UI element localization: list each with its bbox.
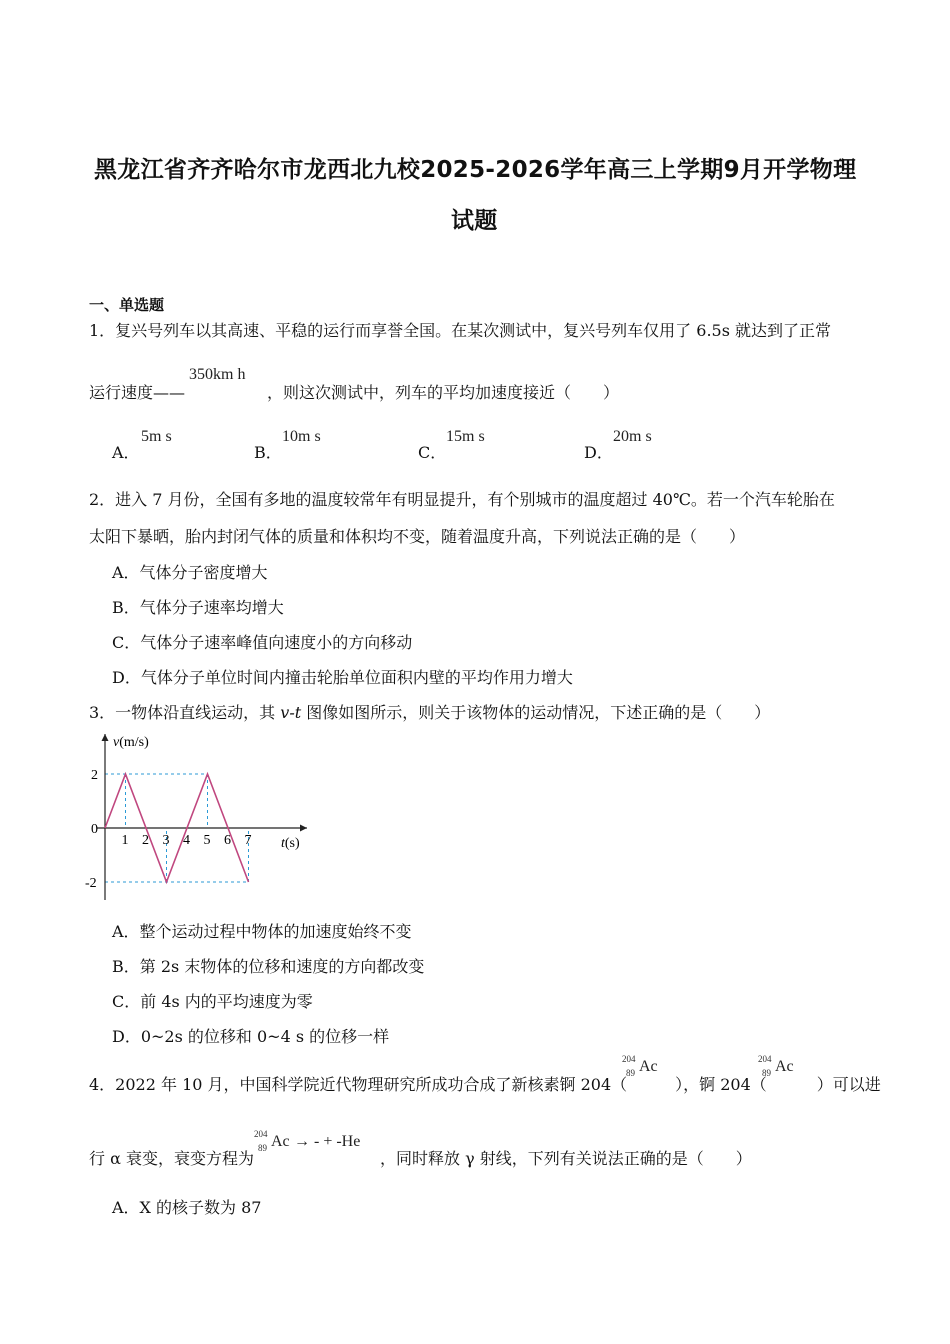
- question-3-stem: 3．一物体沿直线运动，其 v-t 图像如图所示，则关于该物体的运动情况，下述正确的是（ ）: [89, 703, 771, 722]
- q1-option-c-value: 15m s: [446, 428, 485, 445]
- question-4-stem-line2: 行 α 衰变，衰变方程为 ，同时释放 γ 射线，下列有关说法正确的是（ ）: [89, 1149, 752, 1168]
- q1-option-d: D．: [584, 443, 613, 462]
- question-4-stem: 4．2022 年 10 月，中国科学院近代物理研究所成功合成了新核素锕 204（ ），锕 204（ ）可以进: [89, 1075, 881, 1094]
- q1-option-c: C．: [418, 443, 447, 462]
- q2-option-b: B．气体分子速率均增大: [112, 598, 284, 617]
- q1-option-a-value: 5m s: [141, 428, 172, 445]
- x-tick-label: 1: [121, 833, 129, 848]
- x-tick-label: 6: [224, 833, 231, 848]
- x-tick-label: 4: [183, 833, 190, 848]
- document-title-continued: 试题: [451, 208, 498, 234]
- document-title: 黑龙江省齐齐哈尔市龙西北九校2025-2026学年高三上学期9月开学物理: [94, 157, 857, 183]
- x-axis-label: t(s): [281, 836, 300, 851]
- y-axis-label: v(m/s): [113, 735, 149, 750]
- q3-option-a: A．整个运动过程中物体的加速度始终不变: [112, 922, 412, 941]
- x-tick-label: 5: [203, 833, 211, 848]
- q3-option-b: B．第 2s 末物体的位移和速度的方向都改变: [112, 957, 425, 976]
- x-tick-label: 3: [162, 833, 170, 848]
- y-tick-label: -2: [85, 876, 97, 891]
- x-tick-label: 2: [142, 833, 149, 848]
- q1-option-b: B．: [254, 443, 282, 462]
- q1-option-a: A．: [112, 443, 140, 462]
- decay-equation: 204 89 Ac → - + -He: [254, 1129, 361, 1153]
- q4-option-a: A．X 的核子数为 87: [112, 1198, 262, 1217]
- question-1-suffix: ，则这次测试中，列车的平均加速度接近（ ）: [267, 383, 620, 402]
- y-tick-label: 0: [91, 822, 98, 837]
- q1-option-d-value: 20m s: [613, 428, 652, 445]
- question-1-prefix: 运行速度——: [89, 383, 186, 402]
- question-1-stem-line2: [89, 380, 619, 403]
- q1-option-b-value: 10m s: [282, 428, 321, 445]
- q2-option-c: C．气体分子速率峰值向速度小的方向移动: [112, 633, 413, 652]
- vt-chart: [85, 728, 315, 908]
- q3-option-c: C．前 4s 内的平均速度为零: [112, 992, 313, 1011]
- question-1-stem: 1．复兴号列车以其高速、平稳的运行而享誉全国。在某次测试中，复兴号列车仅用了 6.5s 就达到了正常: [89, 321, 832, 340]
- q2-option-d: D．气体分子单位时间内撞击轮胎单位面积内壁的平均作用力增大: [112, 668, 573, 687]
- question-2-stem: 2．进入 7 月份，全国有多地的温度较常年有明显提升，有个别城市的温度超过 40℃。若一个汽车轮胎在: [89, 490, 835, 509]
- q3-option-d: D．0~2s 的位移和 0~4 s 的位移一样: [112, 1027, 390, 1046]
- question-2-stem-line2: 太阳下暴晒，胎内封闭气体的质量和体积均不变，随着温度升高，下列说法正确的是（ ）: [89, 527, 746, 546]
- nuclide-ac-2: 204 89 Ac: [758, 1054, 794, 1078]
- speed-fraction: 350km h: [189, 366, 246, 383]
- y-tick-label: 2: [91, 768, 98, 783]
- nuclide-ac-1: 204 89 Ac: [622, 1054, 658, 1078]
- section-heading: 一、单选题: [89, 296, 165, 314]
- x-tick-label: 7: [244, 833, 252, 848]
- q2-option-a: A．气体分子密度增大: [112, 563, 268, 582]
